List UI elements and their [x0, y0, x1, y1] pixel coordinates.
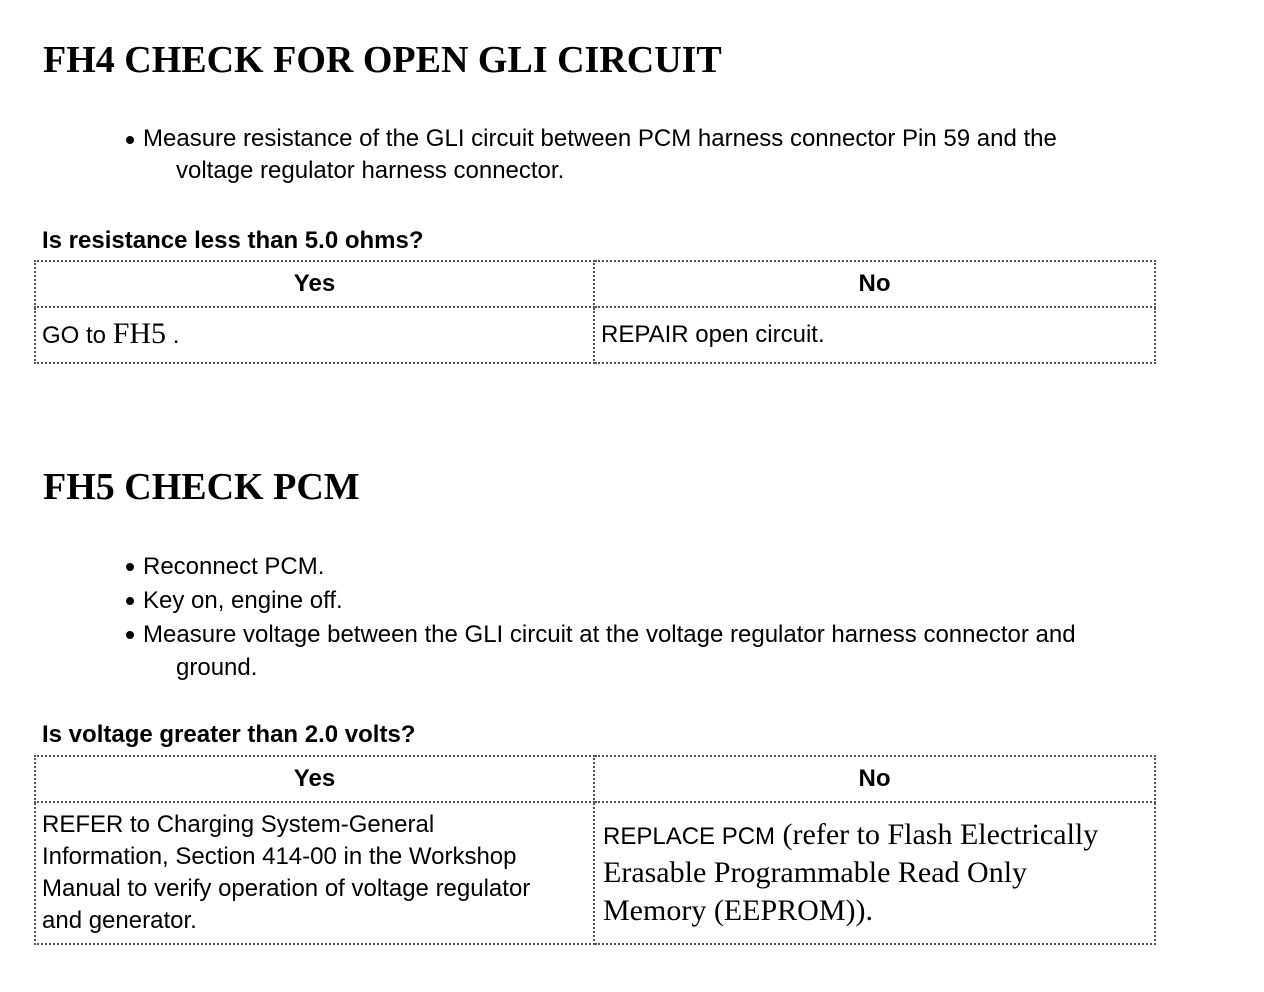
yes-cell-text: GO to — [42, 322, 113, 349]
fh5-instructions — [124, 550, 1244, 684]
instruction-line: Measure resistance of the GLI circuit between PCM harness connector Pin 59 and the — [143, 125, 1057, 152]
fh5-yes-no-table — [34, 755, 1156, 945]
yes-cell: REFER to Charging System-General Information, Section 414-00 in the Workshop Manual to verify operation of voltage regulator and generator. — [35, 802, 594, 944]
fh5-heading: FH5 CHECK PCM — [43, 466, 360, 508]
list-item — [124, 618, 1244, 684]
fh4-instructions — [124, 123, 1234, 187]
instruction-line-continued: ground. — [176, 654, 258, 681]
fh5-link[interactable]: FH5 — [112, 317, 167, 350]
bullet-icon — [126, 136, 134, 144]
instruction-line: Measure voltage between the GLI circuit at the voltage regulator harness connector and — [143, 621, 1076, 648]
no-header: No — [594, 261, 1155, 307]
bullet-icon — [126, 563, 134, 571]
fh4-question: Is resistance less than 5.0 ohms? — [42, 227, 424, 254]
fh4-heading: FH4 CHECK FOR OPEN GLI CIRCUIT — [43, 39, 722, 81]
instruction-line: Reconnect PCM. — [143, 553, 325, 580]
fh4-yes-no-table — [34, 260, 1156, 364]
table-row — [35, 307, 1155, 363]
list-item — [124, 584, 1244, 617]
instruction-line-continued: voltage regulator harness connector. — [176, 157, 565, 184]
fh5-question: Is voltage greater than 2.0 volts? — [42, 721, 416, 748]
list-item — [124, 123, 1234, 187]
yes-header: Yes — [35, 756, 594, 802]
no-header: No — [594, 756, 1155, 802]
table-header-row — [35, 261, 1155, 307]
no-cell-serif-text: (refer to Flash Electrically Erasable Programmable Read Only Memory (EEPROM)). — [603, 818, 1099, 927]
bullet-icon — [126, 597, 134, 605]
no-cell — [594, 802, 1155, 944]
yes-cell — [35, 307, 594, 363]
bullet-icon — [126, 631, 134, 639]
table-header-row — [35, 756, 1155, 802]
yes-cell-suffix: . — [166, 322, 180, 349]
table-row — [35, 802, 1155, 944]
no-cell: REPAIR open circuit. — [594, 307, 1155, 363]
no-cell-prefix: REPLACE PCM — [603, 823, 776, 850]
instruction-line: Key on, engine off. — [143, 587, 343, 614]
yes-header: Yes — [35, 261, 594, 307]
list-item — [124, 550, 1244, 583]
